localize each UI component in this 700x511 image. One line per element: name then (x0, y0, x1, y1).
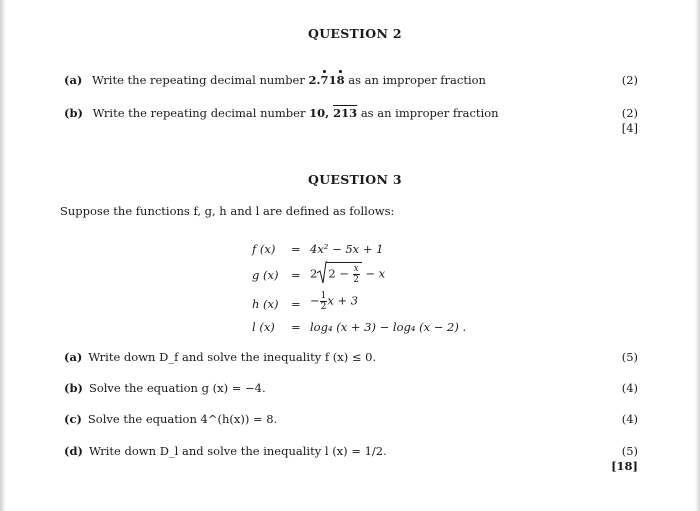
question-3-heading: QUESTION 3 (308, 172, 402, 187)
page-edge-shadow-left (0, 0, 6, 511)
f-definition-equals: = (291, 242, 301, 256)
h-definition-rhs: − $\frac{1}{2}$ x + 3 (310, 291, 359, 312)
q3-part-d: (d) Write down D_l and solve the inequality l (x) = 1/2. (64, 444, 387, 458)
q2-part-a-text: Write the repeating decimal number (92, 73, 305, 87)
q2-total: [4] (621, 121, 638, 135)
q3-intro: Suppose the functions f, g, h and l are defined as follows: (60, 204, 395, 218)
q2-part-b-text-end: as an improper fraction (360, 106, 499, 120)
q2-part-b-number: 10, 213 (309, 106, 358, 120)
q3-total: [18] (611, 459, 638, 473)
q3-part-b-mark: (4) (621, 381, 638, 395)
q2-part-a-mark: (2) (621, 73, 638, 87)
square-root-sign: 2 − $\frac{x}{2}$ (317, 262, 361, 285)
q3-part-c: (c) Solve the equation 4^(h(x)) = 8. (64, 412, 278, 426)
f-definition-rhs: 4x² − 5x + 1 (310, 242, 384, 256)
q3-part-b: (b) Solve the equation g (x) = −4. (64, 381, 266, 395)
g-definition-lhs: g (x) (252, 268, 279, 282)
q2-part-b (64, 106, 499, 120)
q2-part-a-number: 2.718 (308, 73, 345, 87)
q3-part-d-mark: (5) (621, 444, 638, 458)
l-definition-rhs: log₄ (x + 3) − log₄ (x − 2) . (310, 320, 467, 334)
page-edge-shadow-right (695, 0, 700, 511)
q2-part-a (64, 73, 486, 87)
f-definition-lhs: f (x) (252, 242, 276, 256)
q2-part-b-label: (b) (64, 106, 83, 120)
l-definition-equals: = (291, 320, 301, 334)
q3-part-c-mark: (4) (621, 412, 638, 426)
h-definition-equals: = (291, 297, 301, 311)
q2-part-a-label: (a) (64, 73, 83, 87)
g-definition-equals: = (291, 268, 301, 282)
q3-part-a: (a) Write down D_f and solve the inequality f (x) ≤ 0. (64, 350, 377, 364)
question-2-heading: QUESTION 2 (308, 26, 402, 41)
q2-part-b-text: Write the repeating decimal number (92, 106, 306, 120)
l-definition-lhs: l (x) (252, 320, 275, 334)
h-definition-lhs: h (x) (252, 297, 279, 311)
q2-part-a-text-end: as an improper fraction (348, 73, 486, 87)
g-definition-rhs: 2 2 − $\frac{x}{2}$ − x (310, 264, 386, 285)
q3-part-a-mark: (5) (621, 350, 638, 364)
q2-part-b-mark: (2) (621, 106, 638, 120)
